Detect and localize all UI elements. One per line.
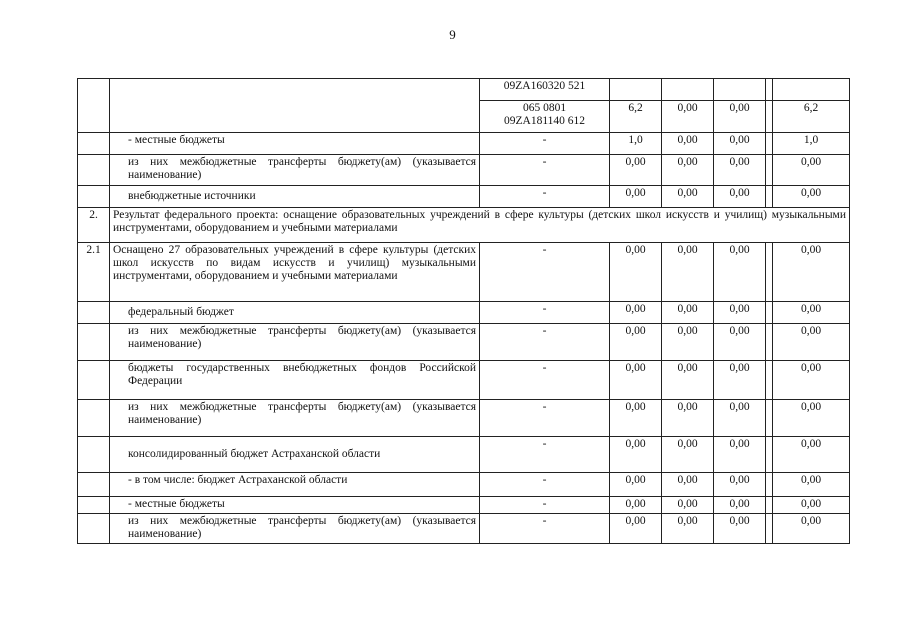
description-cell: - в том числе: бюджет Астраханской области bbox=[110, 473, 480, 497]
table-row bbox=[78, 361, 850, 400]
code-cell: - bbox=[480, 473, 610, 497]
description-cell: из них межбюджетные трансферты бюджету(ам) (указывается наименование) bbox=[110, 155, 480, 186]
value-cell: 0,00 bbox=[773, 400, 850, 437]
value-cell bbox=[773, 79, 850, 101]
column-gap bbox=[766, 324, 773, 361]
code-cell: - bbox=[480, 324, 610, 361]
code-cell: - bbox=[480, 243, 610, 302]
value-cell: 1,0 bbox=[610, 133, 662, 155]
description-cell bbox=[110, 79, 480, 133]
value-cell: 0,00 bbox=[714, 514, 766, 544]
column-gap bbox=[766, 400, 773, 437]
column-gap bbox=[766, 155, 773, 186]
column-gap bbox=[766, 243, 773, 302]
value-cell: 0,00 bbox=[773, 324, 850, 361]
value-cell: 6,2 bbox=[773, 101, 850, 133]
value-cell: 0,00 bbox=[610, 514, 662, 544]
value-cell: 0,00 bbox=[610, 473, 662, 497]
index-cell bbox=[78, 473, 110, 497]
value-cell: 0,00 bbox=[610, 302, 662, 324]
value-cell: 0,00 bbox=[662, 400, 714, 437]
value-cell: 0,00 bbox=[714, 497, 766, 514]
code-cell: - bbox=[480, 437, 610, 473]
column-gap bbox=[766, 133, 773, 155]
index-cell bbox=[78, 133, 110, 155]
table-row bbox=[78, 243, 850, 302]
section-title: Результат федерального проекта: оснащение образовательных учреждений в сфере культуры (детских школ искусств и училищ) музыкальными инструментами, оборудованием и учебными материалами bbox=[110, 208, 850, 243]
value-cell: 0,00 bbox=[773, 186, 850, 208]
value-cell bbox=[662, 79, 714, 101]
code-cell: - bbox=[480, 514, 610, 544]
code-cell: - bbox=[480, 302, 610, 324]
description-cell: консолидированный бюджет Астраханской области bbox=[110, 437, 480, 473]
table-row bbox=[78, 79, 850, 101]
code-cell: - bbox=[480, 155, 610, 186]
value-cell: 0,00 bbox=[714, 473, 766, 497]
value-cell: 6,2 bbox=[610, 101, 662, 133]
value-cell: 0,00 bbox=[714, 324, 766, 361]
table-row bbox=[78, 473, 850, 497]
description-cell: федеральный бюджет bbox=[110, 302, 480, 324]
value-cell: 0,00 bbox=[714, 133, 766, 155]
code-cell: - bbox=[480, 361, 610, 400]
description-cell: из них межбюджетные трансферты бюджету(ам) (указывается наименование) bbox=[110, 400, 480, 437]
column-gap bbox=[766, 302, 773, 324]
value-cell: 0,00 bbox=[610, 400, 662, 437]
item-index: 2.1 bbox=[78, 243, 110, 302]
table-row bbox=[78, 497, 850, 514]
index-cell bbox=[78, 186, 110, 208]
value-cell: 0,00 bbox=[610, 324, 662, 361]
value-cell: 0,00 bbox=[610, 497, 662, 514]
column-gap bbox=[766, 79, 773, 101]
table-row bbox=[78, 514, 850, 544]
value-cell: 0,00 bbox=[773, 361, 850, 400]
section-row bbox=[78, 208, 850, 243]
value-cell: 0,00 bbox=[714, 243, 766, 302]
value-cell: 0,00 bbox=[662, 437, 714, 473]
budget-table bbox=[77, 78, 850, 544]
value-cell: 0,00 bbox=[714, 302, 766, 324]
index-cell bbox=[78, 437, 110, 473]
index-cell bbox=[78, 324, 110, 361]
value-cell: 0,00 bbox=[773, 437, 850, 473]
value-cell: 0,00 bbox=[610, 186, 662, 208]
table-row bbox=[78, 133, 850, 155]
table-row bbox=[78, 302, 850, 324]
column-gap bbox=[766, 101, 773, 133]
table-row bbox=[78, 324, 850, 361]
description-cell: из них межбюджетные трансферты бюджету(ам) (указывается наименование) bbox=[110, 514, 480, 544]
index-cell bbox=[78, 155, 110, 186]
value-cell: 0,00 bbox=[662, 324, 714, 361]
value-cell: 0,00 bbox=[714, 155, 766, 186]
value-cell: 0,00 bbox=[662, 497, 714, 514]
column-gap bbox=[766, 437, 773, 473]
value-cell: 0,00 bbox=[662, 302, 714, 324]
table-row bbox=[78, 400, 850, 437]
value-cell: 0,00 bbox=[773, 473, 850, 497]
value-cell bbox=[714, 79, 766, 101]
value-cell: 0,00 bbox=[773, 243, 850, 302]
index-cell bbox=[78, 361, 110, 400]
value-cell: 0,00 bbox=[714, 437, 766, 473]
value-cell: 0,00 bbox=[773, 497, 850, 514]
page-number: 9 bbox=[449, 27, 456, 42]
code-cell: - bbox=[480, 400, 610, 437]
value-cell: 0,00 bbox=[714, 400, 766, 437]
value-cell: 0,00 bbox=[610, 437, 662, 473]
value-cell: 0,00 bbox=[773, 302, 850, 324]
value-cell: 0,00 bbox=[662, 186, 714, 208]
value-cell: 0,00 bbox=[662, 101, 714, 133]
value-cell: 0,00 bbox=[662, 514, 714, 544]
description-cell: - местные бюджеты bbox=[110, 133, 480, 155]
column-gap bbox=[766, 473, 773, 497]
description-cell: Оснащено 27 образовательных учреждений в сфере культуры (детских школ искусств по видам искусств и училищ) музыкальными инструментами, оборудованием и учебными материалами bbox=[110, 243, 480, 302]
value-cell: 0,00 bbox=[773, 514, 850, 544]
value-cell: 0,00 bbox=[714, 361, 766, 400]
description-cell: из них межбюджетные трансферты бюджету(ам) (указывается наименование) bbox=[110, 324, 480, 361]
value-cell: 1,0 bbox=[773, 133, 850, 155]
column-gap bbox=[766, 514, 773, 544]
code-cell: - bbox=[480, 497, 610, 514]
index-cell bbox=[78, 514, 110, 544]
value-cell: 0,00 bbox=[714, 101, 766, 133]
table-row bbox=[78, 186, 850, 208]
value-cell bbox=[610, 79, 662, 101]
value-cell: 0,00 bbox=[610, 243, 662, 302]
section-index: 2. bbox=[78, 208, 110, 243]
description-cell: внебюджетные источники bbox=[110, 186, 480, 208]
value-cell: 0,00 bbox=[714, 186, 766, 208]
value-cell: 0,00 bbox=[773, 155, 850, 186]
index-cell bbox=[78, 497, 110, 514]
table-row bbox=[78, 155, 850, 186]
code-cell: - bbox=[480, 133, 610, 155]
value-cell: 0,00 bbox=[662, 133, 714, 155]
index-cell bbox=[78, 400, 110, 437]
index-cell bbox=[78, 302, 110, 324]
table-row bbox=[78, 437, 850, 473]
value-cell: 0,00 bbox=[610, 361, 662, 400]
column-gap bbox=[766, 361, 773, 400]
code-cell: 065 0801 09ZA181140 612 bbox=[480, 101, 610, 133]
value-cell: 0,00 bbox=[662, 361, 714, 400]
index-cell bbox=[78, 79, 110, 133]
code-cell: 09ZA160320 521 bbox=[480, 79, 610, 101]
value-cell: 0,00 bbox=[662, 155, 714, 186]
value-cell: 0,00 bbox=[662, 243, 714, 302]
code-cell: - bbox=[480, 186, 610, 208]
column-gap bbox=[766, 497, 773, 514]
description-cell: бюджеты государственных внебюджетных фондов Российской Федерации bbox=[110, 361, 480, 400]
description-cell: - местные бюджеты bbox=[110, 497, 480, 514]
value-cell: 0,00 bbox=[662, 473, 714, 497]
column-gap bbox=[766, 186, 773, 208]
value-cell: 0,00 bbox=[610, 155, 662, 186]
